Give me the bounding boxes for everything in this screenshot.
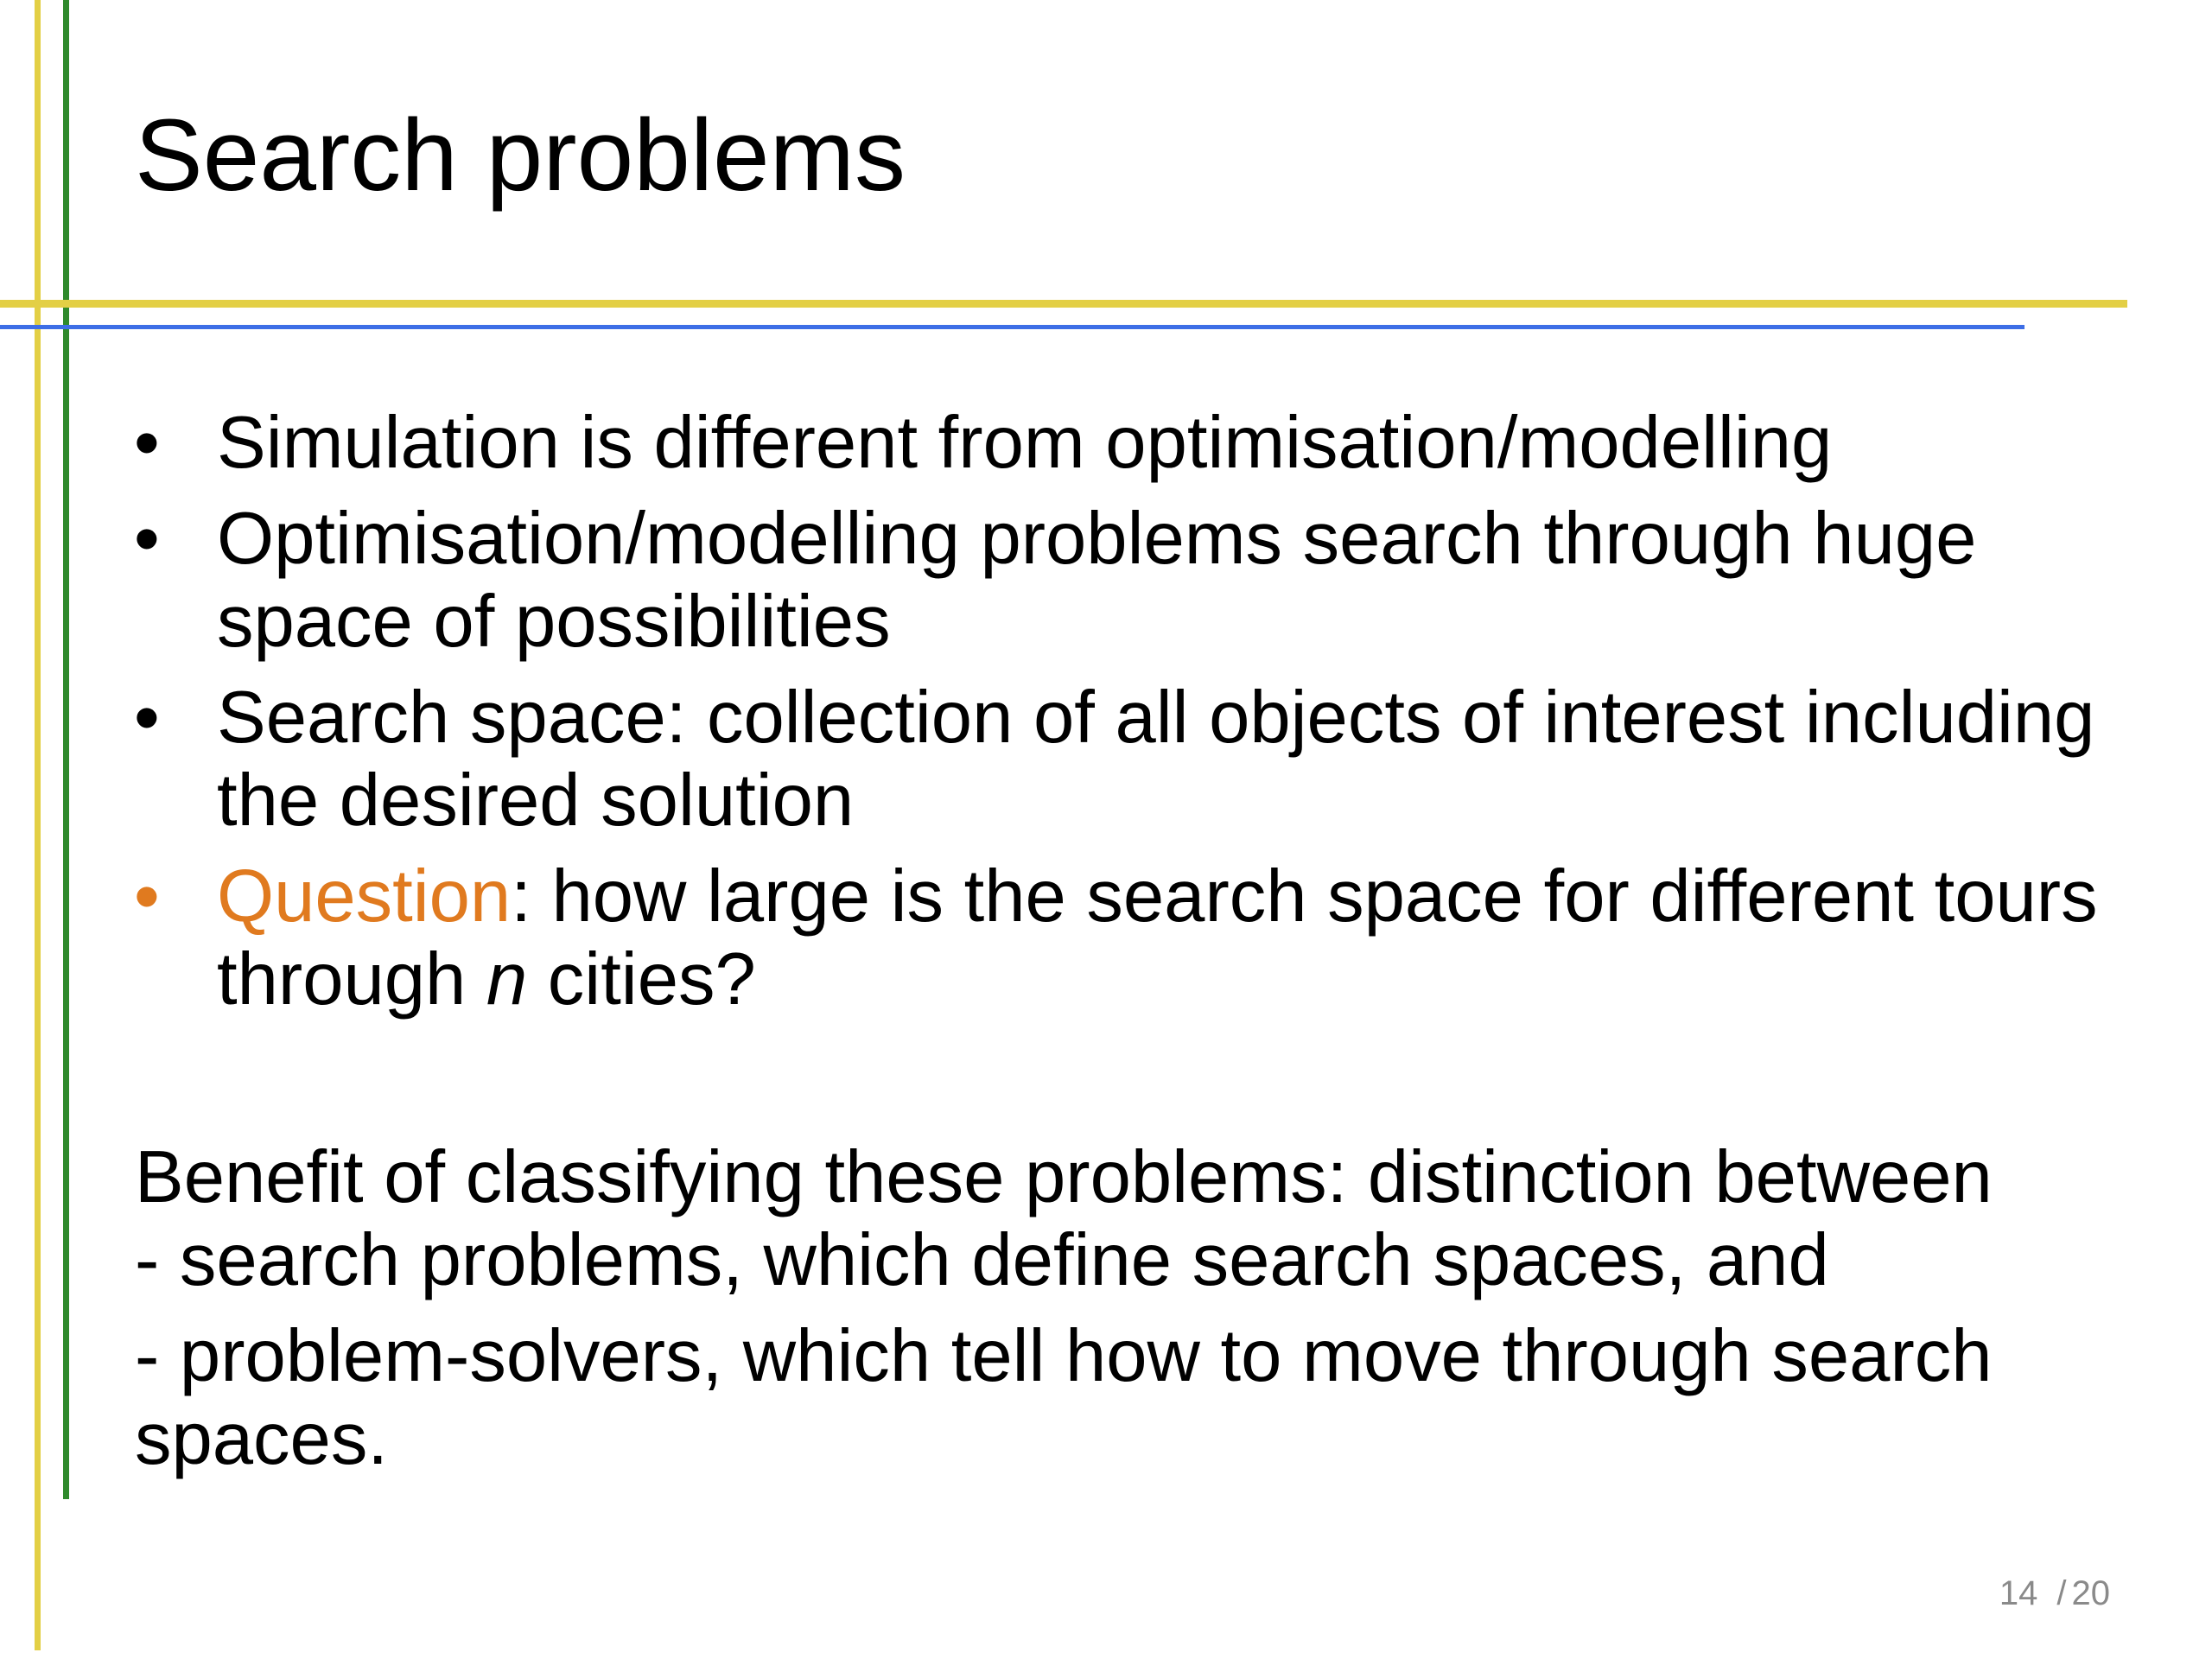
- bullet-text: Optimisation/modelling problems search through huge space of possibilities: [217, 498, 1977, 663]
- bullet-icon: •: [134, 498, 160, 580]
- bullet-list: [134, 402, 2121, 1034]
- yellow-horizontal-rule: [0, 300, 2127, 308]
- variable-n: n: [486, 938, 528, 1020]
- green-vertical-rule: [63, 0, 69, 1499]
- bullet-text: Simulation is different from optimisation/modelling: [217, 402, 1833, 484]
- bullet-item-question: [134, 855, 2121, 1021]
- benefit-intro-and-line1: [135, 1136, 2165, 1302]
- slide-title: Search problems: [135, 99, 906, 213]
- question-text-end: cities?: [527, 938, 756, 1020]
- question-label: Question: [217, 855, 512, 938]
- benefit-line-problem-solvers: - problem-solvers, which tell how to move through search spaces.: [135, 1315, 1993, 1480]
- benefit-paragraph: [135, 1136, 2165, 1481]
- benefit-line-search-problems: - search problems, which define search spaces, and: [135, 1219, 1829, 1301]
- bullet-icon: •: [134, 402, 160, 484]
- page-total: 20: [2071, 1574, 2110, 1612]
- bullet-text: Search space: collection of all objects of interest including the desired solution: [217, 677, 2095, 842]
- benefit-intro: Benefit of classifying these problems: distinction between: [135, 1136, 1993, 1218]
- page-number: [1999, 1574, 2110, 1613]
- blue-horizontal-rule: [0, 325, 2024, 329]
- page-separator: /: [2056, 1574, 2067, 1612]
- bullet-item: [134, 402, 2121, 485]
- bullet-item: [134, 498, 2121, 664]
- yellow-vertical-rule: [35, 0, 41, 1650]
- page-current: 14: [1999, 1574, 2038, 1612]
- bullet-item: [134, 677, 2121, 842]
- question-text: : how large is the search space for different tours through: [217, 855, 2098, 1020]
- bullet-icon: •: [134, 677, 160, 759]
- bullet-icon: •: [134, 855, 160, 938]
